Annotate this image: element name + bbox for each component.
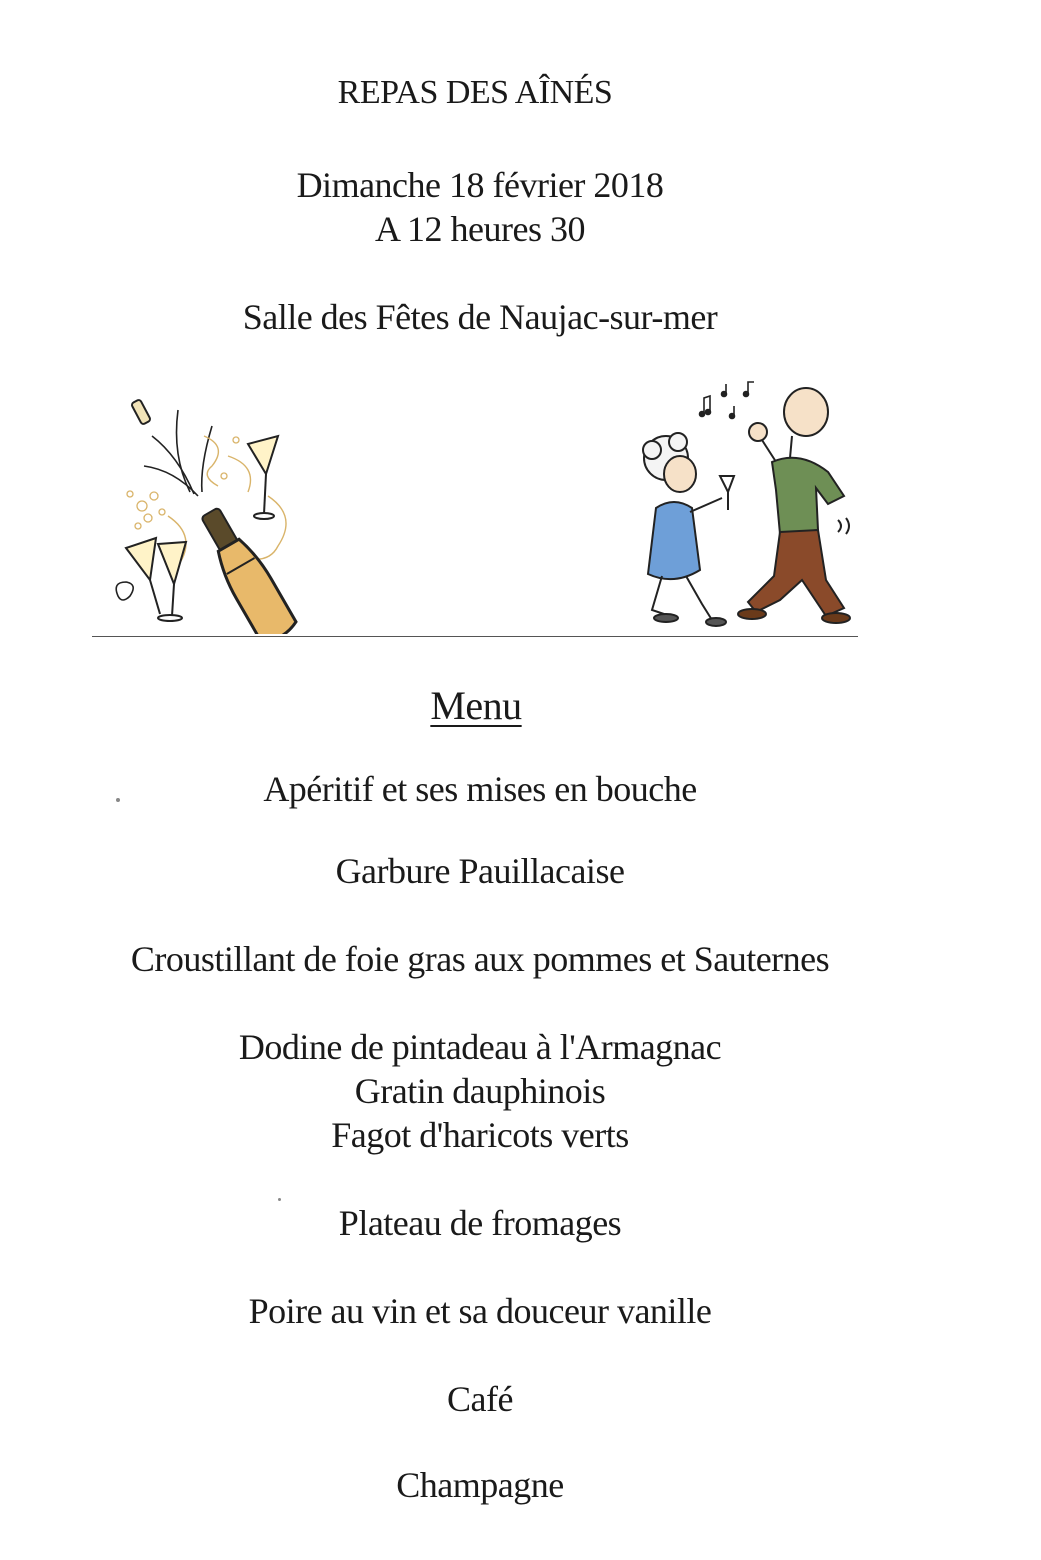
event-time: A 12 heures 30 <box>375 209 585 249</box>
music-notes-icon <box>700 382 755 419</box>
event-date: Dimanche 18 février 2018 <box>296 165 664 205</box>
menu-item: Dodine de pintadeau à l'Armagnac <box>238 1027 722 1067</box>
scan-speck <box>278 1198 281 1201</box>
menu-title: Menu <box>430 683 522 728</box>
menu-item: Gratin dauphinois <box>354 1071 606 1111</box>
menu-item: Café <box>447 1379 513 1419</box>
menu-item: Apéritif et ses mises en bouche <box>263 769 697 809</box>
menu-item: Fagot d'haricots verts <box>331 1115 629 1155</box>
menu-item: Champagne <box>396 1465 564 1505</box>
menu-item: Plateau de fromages <box>338 1203 622 1243</box>
section-divider <box>92 636 858 637</box>
dancing-couple-illustration <box>630 380 860 634</box>
champagne-bottle-illustration <box>108 396 308 634</box>
scan-speck <box>116 798 120 802</box>
menu-item: Garbure Pauillacaise <box>335 851 625 891</box>
event-venue: Salle des Fêtes de Naujac-sur-mer <box>242 297 718 337</box>
menu-item: Poire au vin et sa douceur vanille <box>248 1291 712 1331</box>
event-title: REPAS DES AÎNÉS <box>337 74 613 111</box>
menu-item: Croustillant de foie gras aux pommes et Sauternes <box>130 939 830 979</box>
